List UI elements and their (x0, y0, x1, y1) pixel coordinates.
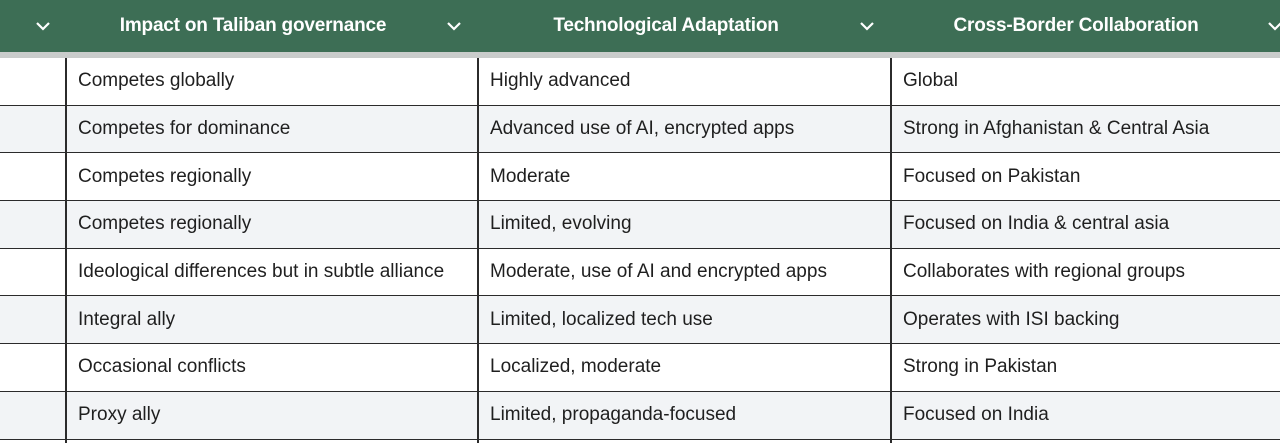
cell-cross-border: Strong in Pakistan (903, 356, 1058, 378)
cell-impact: Competes for dominance (78, 118, 291, 140)
column-divider (65, 58, 67, 443)
table-row[interactable] (0, 249, 1280, 297)
cell-impact: Competes regionally (78, 165, 252, 187)
column-header-label: Cross-Border Collaboration (953, 15, 1199, 36)
column-header-impact[interactable] (66, 0, 440, 52)
cell-impact: Competes globally (78, 70, 235, 92)
cell-cross-border: Focused on India (903, 404, 1049, 426)
cell-impact: Ideological differences but in subtle alliance (78, 261, 445, 283)
table-row[interactable] (0, 392, 1280, 440)
column-header-label: Technological Adaptation (553, 15, 779, 36)
cell-technology: Localized, moderate (490, 356, 662, 378)
table-row[interactable] (0, 58, 1280, 106)
table-row[interactable] (0, 344, 1280, 392)
cell-cross-border: Global (903, 70, 958, 92)
cell-cross-border: Collaborates with regional groups (903, 261, 1185, 283)
cell-cross-border: Focused on India & central asia (903, 213, 1170, 235)
column-header-label: Impact on Taliban governance (119, 15, 387, 36)
cell-impact: Occasional conflicts (78, 356, 246, 378)
table-body (0, 58, 1280, 440)
column-divider (890, 58, 892, 443)
cell-impact: Integral ally (78, 308, 176, 330)
table-row[interactable] (0, 106, 1280, 154)
cell-technology: Limited, evolving (490, 213, 632, 235)
cell-technology: Advanced use of AI, encrypted apps (490, 118, 795, 140)
cell-cross-border: Strong in Afghanistan & Central Asia (903, 118, 1210, 140)
cell-technology: Moderate (490, 165, 571, 187)
cell-impact: Proxy ally (78, 404, 161, 426)
cell-cross-border: Operates with ISI backing (903, 308, 1120, 330)
cell-technology: Moderate, use of AI and encrypted apps (490, 261, 827, 283)
column-header-technology[interactable] (478, 0, 854, 52)
table-row[interactable] (0, 296, 1280, 344)
table-row[interactable] (0, 153, 1280, 201)
cell-technology: Highly advanced (490, 70, 631, 92)
column-divider (477, 58, 479, 443)
table-row[interactable] (0, 201, 1280, 249)
table-header (0, 0, 1280, 58)
cell-impact: Competes regionally (78, 213, 252, 235)
column-header-cross-border[interactable] (891, 0, 1261, 52)
chevron-down-icon[interactable] (445, 17, 463, 35)
cell-technology: Limited, propaganda-focused (490, 404, 737, 426)
cell-technology: Limited, localized tech use (490, 308, 713, 330)
chevron-down-icon[interactable] (1266, 17, 1280, 35)
chevron-down-icon[interactable] (858, 17, 876, 35)
cell-cross-border: Focused on Pakistan (903, 165, 1081, 187)
chevron-down-icon[interactable] (34, 17, 52, 35)
